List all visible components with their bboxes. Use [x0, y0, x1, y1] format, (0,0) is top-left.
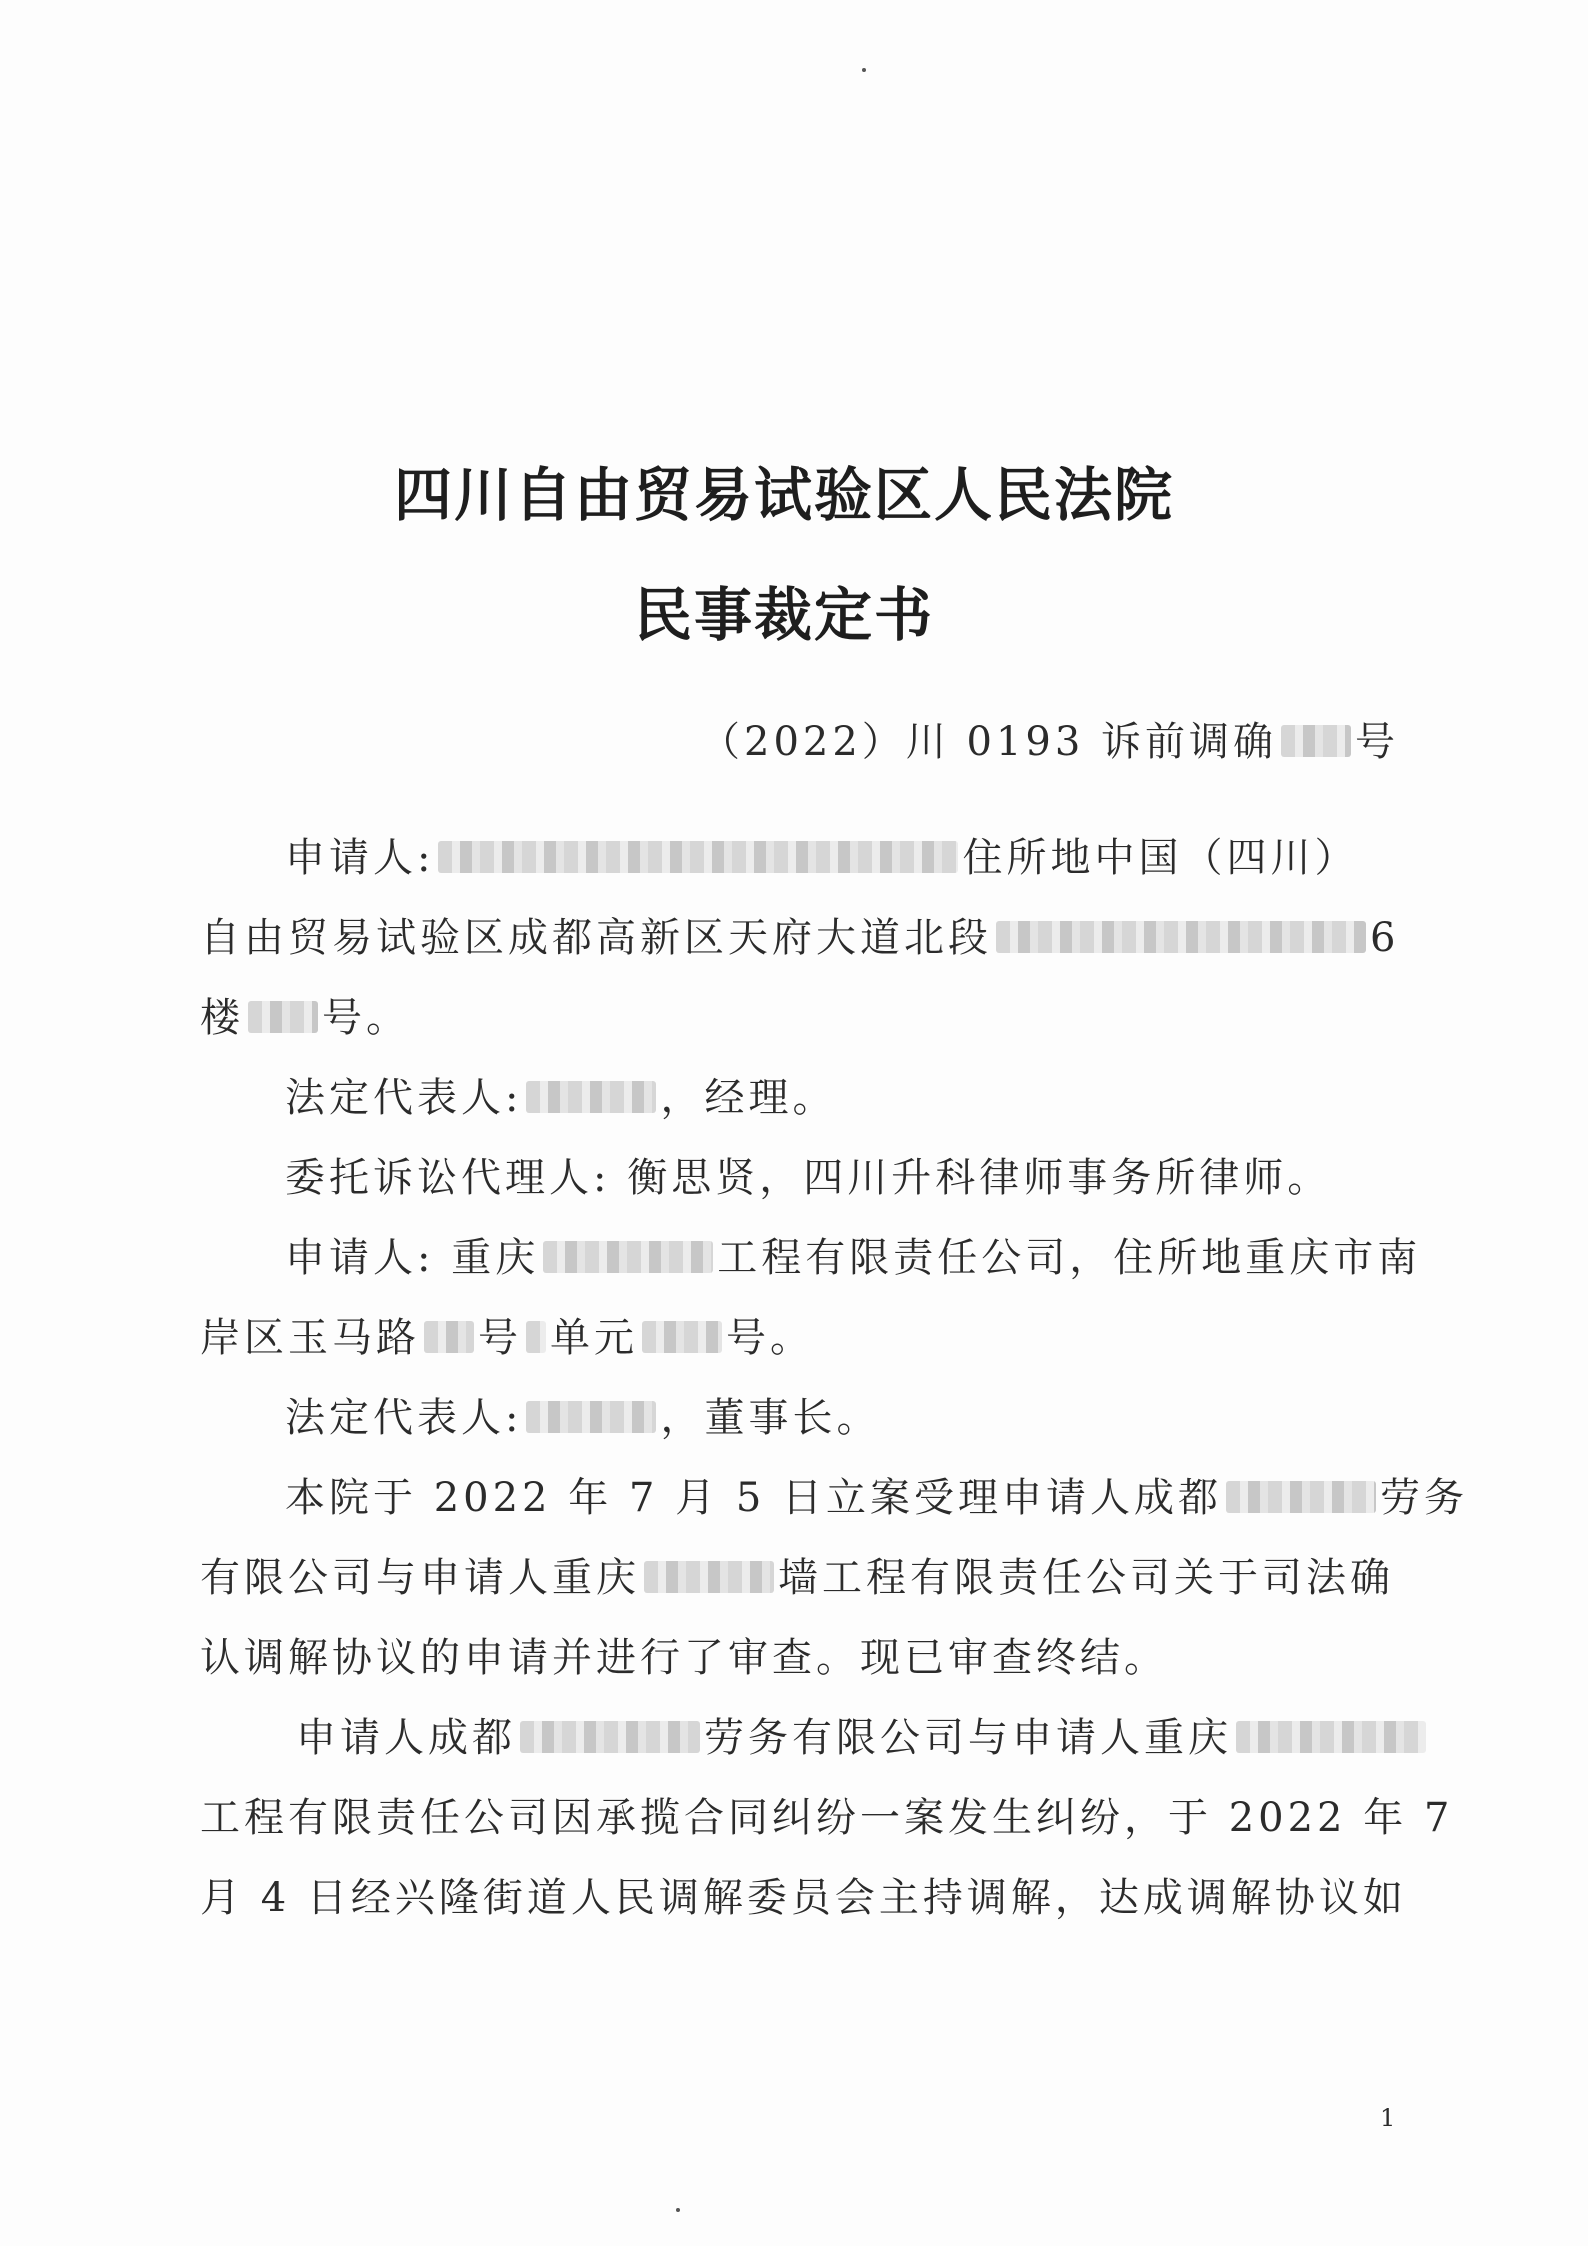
document-type: 民事裁定书	[633, 581, 934, 649]
redacted-block	[1226, 1481, 1376, 1513]
legal-rep2-role: ，董事长。	[660, 1395, 881, 1441]
legal-rep2-line	[285, 1395, 881, 1441]
applicant2-address-d: 号。	[726, 1315, 814, 1361]
body-p1-c: 有限公司与申请人重庆	[200, 1555, 640, 1601]
redacted-block	[996, 921, 1366, 953]
redacted-block	[248, 1001, 318, 1033]
applicant2-rest: 工程有限责任公司，住所地重庆市南	[717, 1235, 1422, 1281]
applicant1-line	[285, 835, 1359, 881]
applicant1-address-e: 号。	[322, 995, 410, 1041]
applicant2-address-b: 号	[478, 1315, 522, 1361]
redacted-block	[1236, 1721, 1426, 1753]
applicant1-address-line	[200, 915, 1400, 961]
redacted-block	[644, 1561, 774, 1593]
body-p2-line3: 月 4 日经兴隆街道人民调解委员会主持调解，达成调解协议如	[200, 1875, 1407, 1921]
applicant1-address-b: 自由贸易试验区成都高新区天府大道北段	[200, 915, 992, 961]
body-p2-a: 申请人成都	[296, 1715, 516, 1761]
scan-speck	[862, 68, 866, 72]
applicant1-address-d: 楼	[200, 995, 244, 1041]
agent-line: 委托诉讼代理人: 衡思贤，四川升科律师事务所律师。	[285, 1155, 1332, 1201]
applicant2-address-c: 单元	[550, 1315, 638, 1361]
redacted-block	[526, 1321, 546, 1353]
body-p1-a: 本院于 2022 年 7 月 5 日立案受理申请人成都	[285, 1475, 1222, 1521]
scan-speck	[676, 2208, 680, 2212]
redacted-block	[642, 1321, 722, 1353]
body-p2-line2: 工程有限责任公司因承揽合同纠纷一案发生纠纷，于 2022 年 7	[200, 1795, 1454, 1841]
redacted-block	[526, 1081, 656, 1113]
legal-rep1-label: 法定代表人:	[285, 1075, 523, 1121]
redacted-block	[543, 1241, 713, 1273]
redacted-block	[424, 1321, 474, 1353]
redacted-block	[438, 841, 958, 873]
applicant1-address-line-2	[200, 995, 410, 1041]
body-p1-line3: 认调解协议的申请并进行了审查。现已审查终结。	[200, 1635, 1168, 1681]
applicant2-address-line	[200, 1315, 814, 1361]
legal-rep2-label: 法定代表人:	[285, 1395, 523, 1441]
redacted-block	[520, 1721, 700, 1753]
applicant2-line	[285, 1235, 1422, 1281]
body-p1-line1	[285, 1475, 1468, 1521]
body-p2-b: 劳务有限公司与申请人重庆	[704, 1715, 1232, 1761]
legal-rep1-line	[285, 1075, 837, 1121]
applicant1-address: 住所地中国（四川）	[962, 835, 1359, 881]
case-number-prefix: （2022）川 0193 诉前调确	[700, 719, 1278, 765]
court-name: 四川自由贸易试验区人民法院	[393, 461, 1174, 529]
legal-rep1-role: ，经理。	[660, 1075, 837, 1121]
applicant1-address-c: 6	[1370, 915, 1400, 961]
applicant2-address-a: 岸区玉马路	[200, 1315, 420, 1361]
applicant1-label: 申请人:	[285, 835, 435, 881]
case-number	[700, 710, 1399, 767]
case-number-suffix: 号	[1355, 719, 1400, 765]
body-p1-b: 劳务	[1379, 1475, 1468, 1521]
body-p1-d: 墙工程有限责任公司关于司法确	[778, 1555, 1394, 1601]
applicant2-label: 申请人: 重庆	[285, 1235, 540, 1281]
body-p2-line1	[296, 1715, 1430, 1761]
redacted-block	[1281, 725, 1351, 757]
body-p1-line2	[200, 1555, 1394, 1601]
redacted-block	[526, 1401, 656, 1433]
page-number: 1	[1380, 2104, 1396, 2132]
